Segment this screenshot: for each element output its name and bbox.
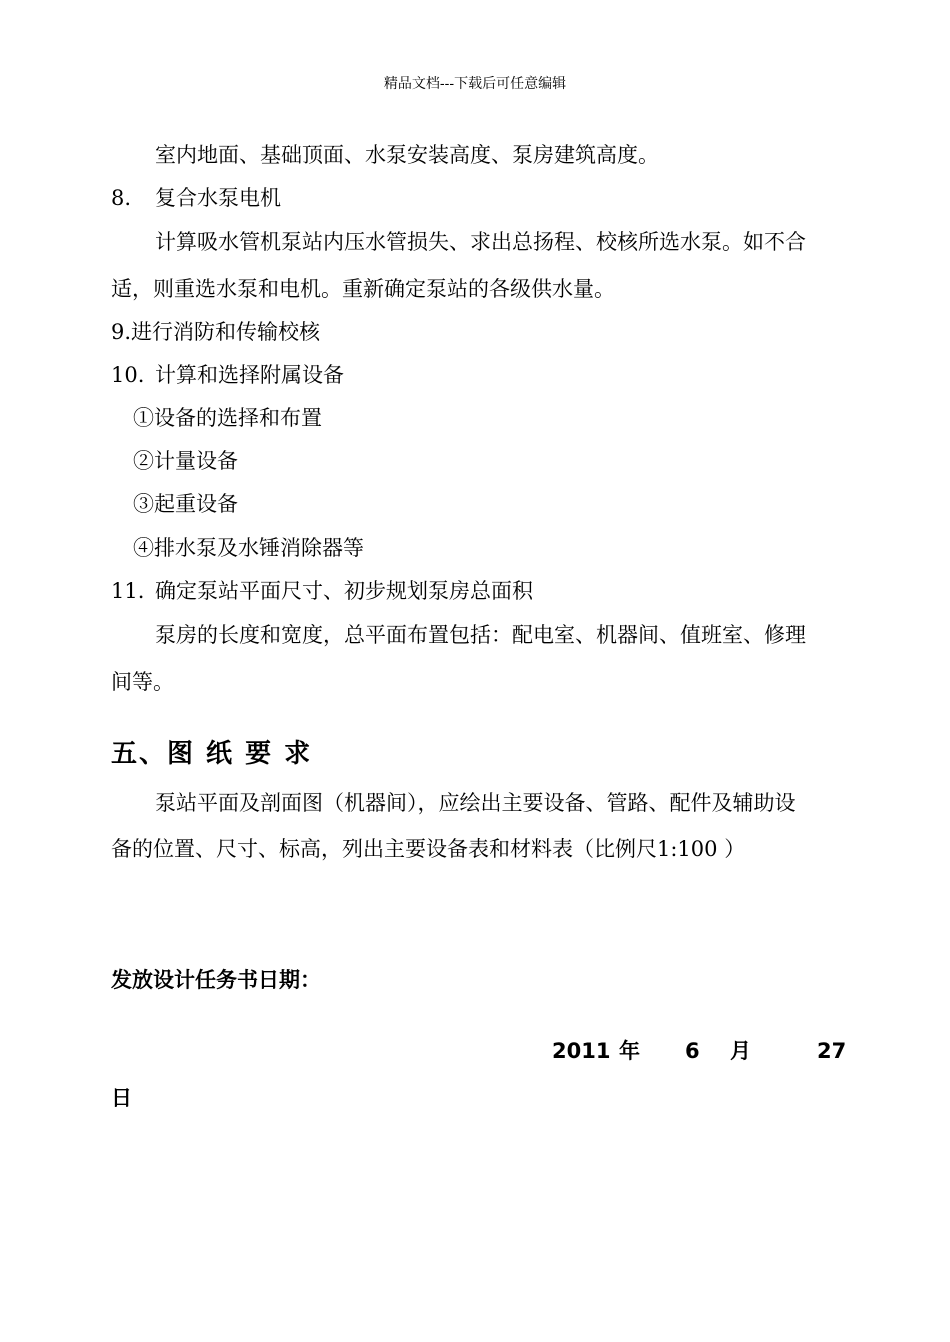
date-year-unit: 年 <box>619 1039 640 1063</box>
item-10-sub-1: ①设备的选择和布置 <box>133 406 322 430</box>
date-month-unit: 月 <box>730 1039 751 1063</box>
section-5-paragraph-line-1: 泵站平面及剖面图（机器间），应绘出主要设备、管路、配件及辅助设 <box>155 791 796 815</box>
item-11-number: 11. <box>111 579 145 603</box>
item-11-paragraph-line-2: 间等。 <box>111 670 174 694</box>
date-day-unit: 日 <box>111 1086 132 1110</box>
item-10-sub-3: ③起重设备 <box>133 492 238 516</box>
item-10-title: 计算和选择附属设备 <box>155 363 344 387</box>
item-11-title: 确定泵站平面尺寸、初步规划泵房总面积 <box>155 579 533 603</box>
date-day: 27 <box>817 1039 847 1063</box>
issue-date-label: 发放设计任务书日期： <box>111 968 321 992</box>
date-year: 2011 <box>552 1039 611 1063</box>
item-10-number: 10. <box>111 363 145 387</box>
item-10-sub-2: ②计量设备 <box>133 449 238 473</box>
item-8-paragraph-line-2: 适，则重选水泵和电机。重新确定泵站的各级供水量。 <box>111 277 615 301</box>
item-10-sub-4: ④排水泵及水锤消除器等 <box>133 536 364 560</box>
section-5-heading: 五、图 纸 要 求 <box>111 739 313 769</box>
item-8-paragraph-line-1: 计算吸水管机泵站内压水管损失、求出总扬程、校核所选水泵。如不合 <box>155 230 806 254</box>
date-month: 6 <box>685 1039 700 1063</box>
item-9: 9.进行消防和传输校核 <box>111 320 321 344</box>
item-8-title: 复合水泵电机 <box>155 186 281 210</box>
body-line-floor-heights: 室内地面、基础顶面、水泵安装高度、泵房建筑高度。 <box>155 143 659 167</box>
section-5-paragraph-line-2: 备的位置、尺寸、标高，列出主要设备表和材料表（比例尺1:100 ） <box>111 837 746 861</box>
item-8-number: 8. <box>111 186 132 210</box>
page-header: 精品文档---下载后可任意编辑 <box>383 76 567 92</box>
item-11-paragraph-line-1: 泵房的长度和宽度，总平面布置包括：配电室、机器间、值班室、修理 <box>155 623 806 647</box>
